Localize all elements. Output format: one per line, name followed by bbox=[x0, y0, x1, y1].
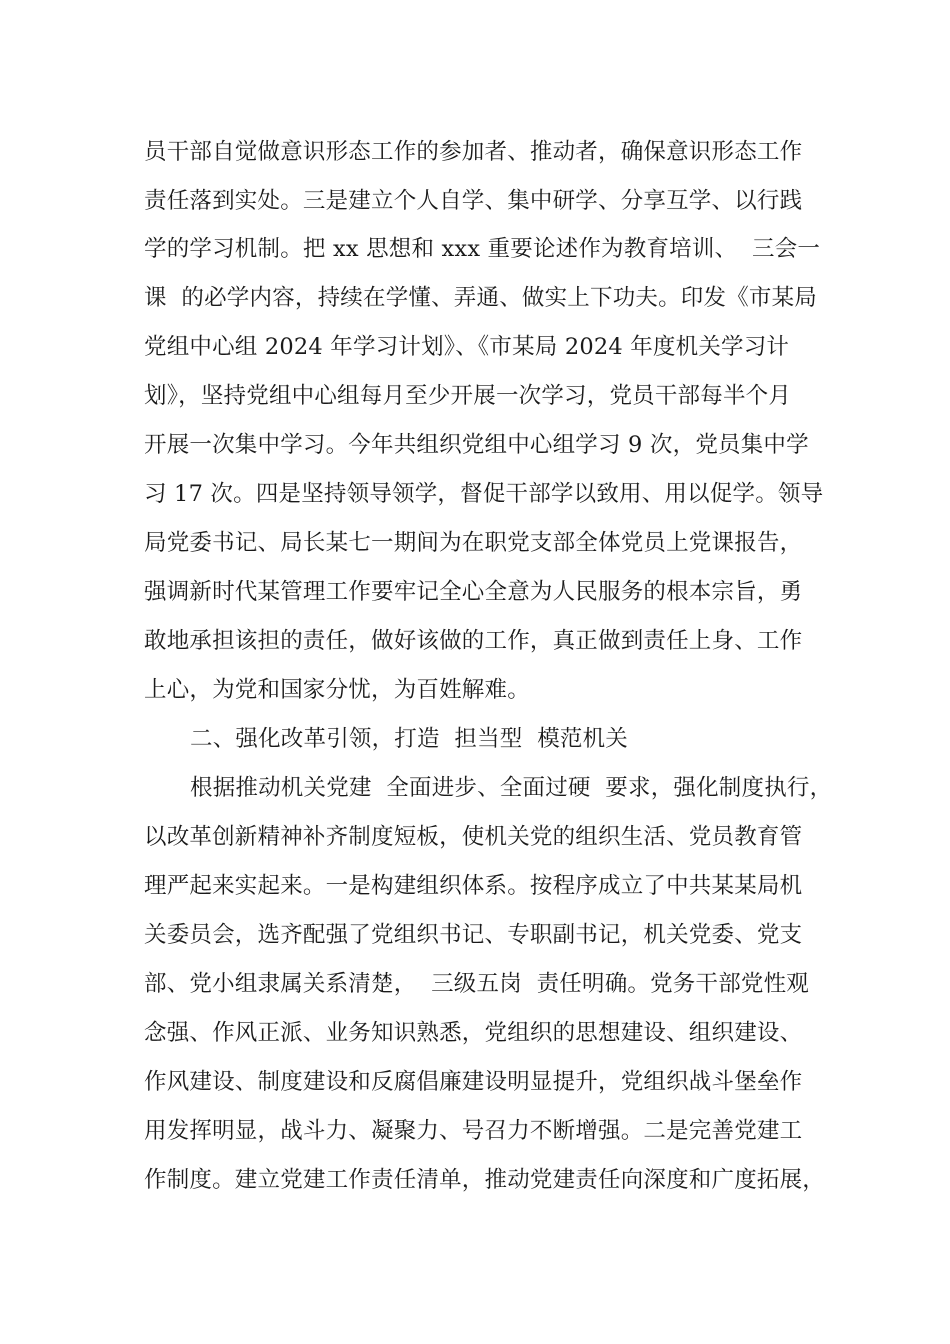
text-line: 理严起来实起来。一是构建组织体系。按程序成立了中共某某局机 bbox=[144, 873, 803, 899]
text-line: 强调新时代某管理工作要牢记全心全意为人民服务的根本宗旨，勇 bbox=[144, 579, 803, 605]
text-line: 用发挥明显，战斗力、凝聚力、号召力不断增强。二是完善党建工 bbox=[144, 1118, 803, 1144]
text-line: 敢地承担该担的责任，做好该做的工作，真正做到责任上身、工作 bbox=[144, 628, 803, 654]
text-line: 责任落到实处。三是建立个人自学、集中研学、分享互学、以行践 bbox=[144, 188, 803, 214]
text-line: 根据推动机关党建 全面进步、全面过硬 要求，强化制度执行， bbox=[190, 775, 833, 801]
text-line: 念强、作风正派、业务知识熟悉，党组织的思想建设、组织建设、 bbox=[144, 1020, 803, 1046]
text-line: 党组中心组 2024 年学习计划》、《市某局 2024 年度机关学习计 bbox=[144, 334, 790, 360]
text-line: 作制度。建立党建工作责任清单，推动党建责任向深度和广度拓展， bbox=[144, 1167, 826, 1193]
text-line: 开展一次集中学习。今年共组织党组中心组学习 9 次，党员集中学 bbox=[144, 432, 809, 458]
text-line: 上心，为党和国家分忧，为百姓解难。 bbox=[144, 677, 530, 703]
section-heading: 二、强化改革引领，打造 担当型 模范机关 bbox=[190, 726, 629, 752]
text-line: 划》，坚持党组中心组每月至少开展一次学习，党员干部每半个月 bbox=[144, 383, 792, 409]
text-line: 习 17 次。四是坚持领导领学，督促干部学以致用、用以促学。领导 bbox=[144, 481, 824, 507]
text-line: 员干部自觉做意识形态工作的参加者、推动者，确保意识形态工作 bbox=[144, 139, 803, 165]
text-line: 关委员会，选齐配强了党组织书记、专职副书记，机关党委、党支 bbox=[144, 922, 803, 948]
text-line: 以改革创新精神补齐制度短板，使机关党的组织生活、党员教育管 bbox=[144, 824, 803, 850]
text-line: 作风建设、制度建设和反腐倡廉建设明显提升，党组织战斗堡垒作 bbox=[144, 1069, 803, 1095]
text-line: 课 的必学内容，持续在学懂、弄通、做实上下功夫。印发《市某局 bbox=[144, 285, 818, 311]
text-line: 部、党小组隶属关系清楚， 三级五岗 责任明确。党务干部党性观 bbox=[144, 971, 810, 997]
text-line: 局党委书记、局长某七一期间为在职党支部全体党员上党课报告， bbox=[144, 530, 803, 556]
text-line: 学的学习机制。把 xx 思想和 xxx 重要论述作为教育培训、 三会一 bbox=[144, 236, 821, 262]
